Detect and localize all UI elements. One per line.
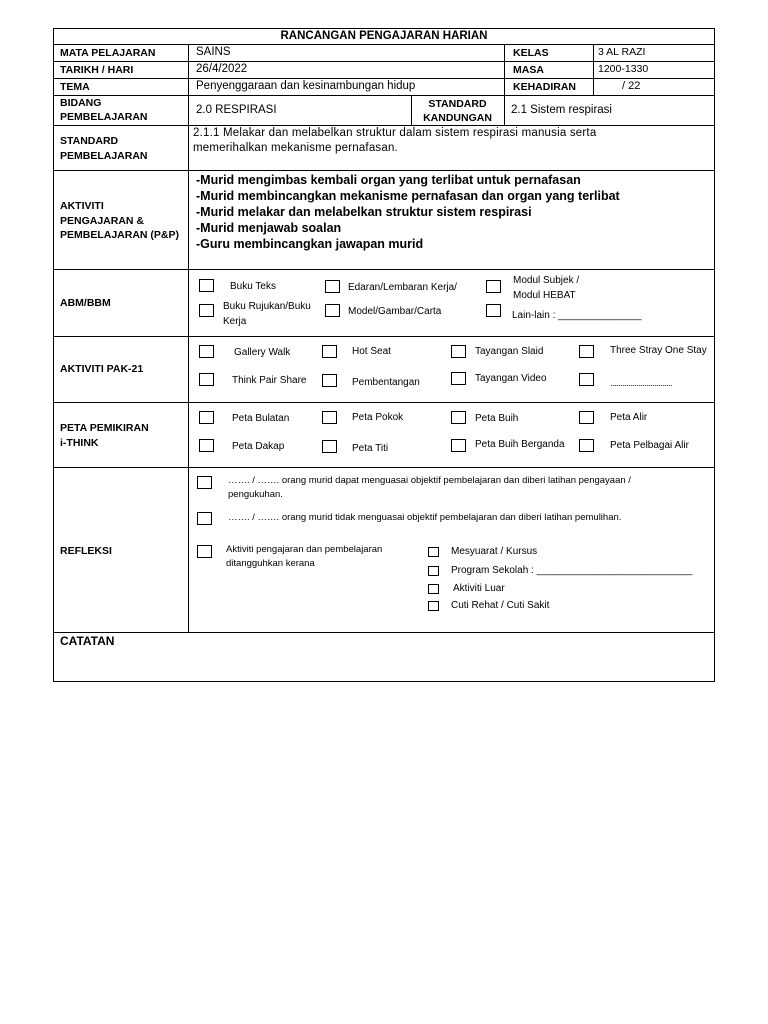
grid-line	[53, 95, 715, 96]
kehadiran-label: KEHADIRAN	[513, 81, 576, 93]
abm-rujukan-label: Kerja	[223, 316, 247, 327]
aktiviti-item: -Murid melakar dan melabelkan struktur sistem respirasi	[196, 205, 532, 219]
ithink-buih-berganda-checkbox[interactable]	[451, 439, 466, 452]
kelas-label: KELAS	[513, 47, 549, 59]
standard-pembelajaran-text: memerihalkan mekanisme pernafasan.	[193, 142, 398, 154]
abm-buku-teks-label: Buku Teks	[230, 281, 276, 292]
grid-line	[188, 44, 189, 632]
standard-kandungan-label: STANDARD	[428, 98, 487, 110]
refleksi-tidak-menguasai-checkbox[interactable]	[197, 512, 212, 525]
grid-line	[53, 336, 715, 337]
pak21-three-stray-label: Three Stray One Stay	[610, 345, 707, 356]
grid-line	[53, 402, 715, 403]
standard-kandungan-label: KANDUNGAN	[423, 112, 492, 124]
ithink-dakap-label: Peta Dakap	[232, 441, 285, 452]
abm-label: ABM/BBM	[60, 297, 111, 309]
ithink-dakap-checkbox[interactable]	[199, 439, 214, 452]
aktiviti-label: AKTIVITI	[60, 200, 104, 212]
refleksi-mesyuarat-checkbox[interactable]	[428, 547, 439, 557]
pak21-pembentangan-checkbox[interactable]	[322, 374, 337, 387]
abm-rujukan-checkbox[interactable]	[199, 304, 214, 317]
standard-pembelajaran-label: STANDARD	[60, 135, 119, 147]
ithink-bulatan-checkbox[interactable]	[199, 411, 214, 424]
ithink-pelbagai-alir-label: Peta Pelbagai Alir	[610, 440, 689, 451]
tema-label: TEMA	[60, 81, 90, 93]
tema-value: Penyenggaraan dan kesinambungan hidup	[196, 80, 416, 92]
grid-line	[53, 170, 715, 171]
bidang-label: BIDANG	[60, 97, 102, 109]
tarikh-label: TARIKH / HARI	[60, 64, 134, 76]
mata-pelajaran-label: MATA PELAJARAN	[60, 47, 156, 59]
abm-model-label: Model/Gambar/Carta	[348, 306, 442, 317]
pak21-hot-seat-checkbox[interactable]	[322, 345, 337, 358]
refleksi-ditangguh-checkbox[interactable]	[197, 545, 212, 558]
masa-label: MASA	[513, 64, 544, 76]
pak21-tayangan-slaid-checkbox[interactable]	[451, 345, 466, 358]
pak21-pembentangan-label: Pembentangan	[352, 377, 420, 388]
abm-modul-checkbox[interactable]	[486, 280, 501, 293]
ithink-bulatan-label: Peta Bulatan	[232, 413, 290, 424]
ithink-pelbagai-alir-checkbox[interactable]	[579, 439, 594, 452]
ithink-pokok-label: Peta Pokok	[352, 412, 404, 423]
abm-model-checkbox[interactable]	[325, 304, 340, 317]
catatan-label: CATATAN	[60, 634, 115, 648]
bidang-label: PEMBELAJARAN	[60, 111, 148, 123]
pak21-label: AKTIVITI PAK-21	[60, 363, 144, 375]
pak21-hot-seat-label: Hot Seat	[352, 346, 391, 357]
aktiviti-item: -Murid menjawab soalan	[196, 221, 342, 235]
pak21-think-pair-label: Think Pair Share	[232, 375, 307, 386]
aktiviti-item: -Guru membincangkan jawapan murid	[196, 237, 424, 251]
ithink-label: PETA PEMIKIRAN	[60, 422, 149, 434]
mata-pelajaran-value: SAINS	[196, 46, 231, 58]
pak21-tayangan-video-label: Tayangan Video	[475, 373, 547, 384]
refleksi-menguasai-checkbox[interactable]	[197, 476, 212, 489]
refleksi-program-label: Program Sekolah : ____________________________	[451, 565, 693, 576]
refleksi-menguasai-text: ……. / ……. orang murid dapat menguasai objektif pembelajaran dan diberi latihan pengayaan /	[228, 475, 631, 486]
catatan-field[interactable]	[188, 648, 708, 678]
abm-lain-label: Lain-lain : _______________	[512, 310, 642, 321]
kehadiran-value: / 22	[622, 80, 641, 92]
abm-edaran-checkbox[interactable]	[325, 280, 340, 293]
pak21-gallery-walk-checkbox[interactable]	[199, 345, 214, 358]
refleksi-mesyuarat-label: Mesyuarat / Kursus	[451, 546, 538, 557]
aktiviti-item: -Murid membincangkan mekanisme pernafasan dan organ yang terlibat	[196, 189, 620, 203]
abm-lain-checkbox[interactable]	[486, 304, 501, 317]
ithink-pokok-checkbox[interactable]	[322, 411, 337, 424]
ithink-alir-checkbox[interactable]	[579, 411, 594, 424]
refleksi-program-checkbox[interactable]	[428, 566, 439, 576]
refleksi-tidak-menguasai-text: ……. / ……. orang murid tidak menguasai objektif pembelajaran dan diberi latihan pemulihan.	[228, 512, 622, 523]
standard-pembelajaran-label: PEMBELAJARAN	[60, 150, 148, 162]
aktiviti-label: PENGAJARAN &	[60, 215, 145, 227]
refleksi-cuti-checkbox[interactable]	[428, 601, 439, 611]
ithink-buih-berganda-label: Peta Buih Berganda	[475, 439, 565, 450]
ithink-alir-label: Peta Alir	[610, 412, 648, 423]
standard-pembelajaran-text: 2.1.1 Melakar dan melabelkan struktur dalam sistem respirasi manusia serta	[193, 127, 597, 139]
ithink-titi-checkbox[interactable]	[322, 440, 337, 453]
grid-line	[504, 44, 505, 95]
grid-line	[593, 44, 594, 95]
refleksi-aktiviti-luar-checkbox[interactable]	[428, 584, 439, 594]
pak21-gallery-walk-label: Gallery Walk	[234, 347, 291, 358]
grid-line	[53, 632, 715, 633]
page-title: RANCANGAN PENGAJARAN HARIAN	[280, 30, 488, 42]
refleksi-label: REFLEKSI	[60, 545, 112, 557]
aktiviti-item: -Murid mengimbas kembali organ yang terlibat untuk pernafasan	[196, 173, 581, 187]
grid-line	[53, 467, 715, 468]
refleksi-ditangguh-text: Aktiviti pengajaran dan pembelajaran	[226, 544, 383, 555]
kelas-value: 3 AL RAZI	[598, 46, 646, 58]
abm-modul-label: Modul HEBAT	[513, 290, 576, 301]
abm-modul-label: Modul Subjek /	[513, 275, 580, 286]
grid-line	[53, 269, 715, 270]
pak21-tayangan-video-checkbox[interactable]	[451, 372, 466, 385]
bidang-value: 2.0 RESPIRASI	[196, 104, 277, 116]
pak21-lain-label: ...............................	[610, 378, 673, 388]
abm-rujukan-label: Buku Rujukan/Buku	[223, 301, 311, 312]
pak21-think-pair-checkbox[interactable]	[199, 373, 214, 386]
refleksi-aktiviti-luar-label: Aktiviti Luar	[453, 583, 505, 594]
refleksi-cuti-label: Cuti Rehat / Cuti Sakit	[451, 600, 550, 611]
ithink-buih-label: Peta Buih	[475, 413, 519, 424]
refleksi-menguasai-text: pengukuhan.	[228, 489, 283, 500]
pak21-tayangan-slaid-label: Tayangan Slaid	[475, 346, 544, 357]
abm-buku-teks-checkbox[interactable]	[199, 279, 214, 292]
tarikh-value: 26/4/2022	[196, 63, 248, 75]
ithink-buih-checkbox[interactable]	[451, 411, 466, 424]
ithink-titi-label: Peta Titi	[352, 443, 389, 454]
ithink-label: i-THINK	[60, 437, 99, 449]
pak21-three-stray-checkbox[interactable]	[579, 345, 594, 358]
aktiviti-label: PEMBELAJARAN (P&P)	[60, 229, 180, 241]
abm-edaran-label: Edaran/Lembaran Kerja/	[348, 282, 457, 293]
pak21-lain-checkbox[interactable]	[579, 373, 594, 386]
masa-value: 1200-1330	[598, 63, 649, 75]
standard-kandungan-value: 2.1 Sistem respirasi	[511, 104, 612, 116]
refleksi-ditangguh-text: ditangguhkan kerana	[226, 558, 315, 569]
grid-line	[504, 95, 505, 125]
